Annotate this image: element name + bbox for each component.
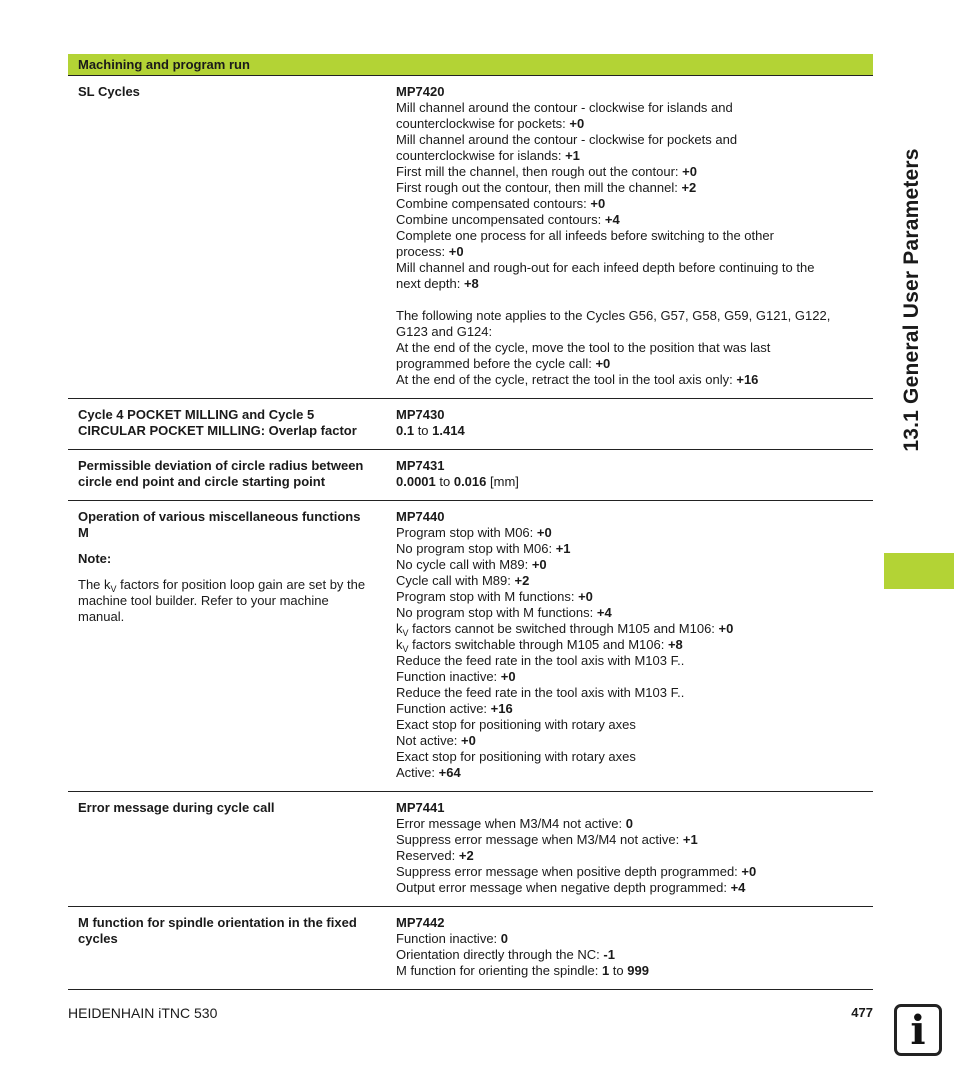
value: +2 bbox=[681, 180, 697, 195]
range-from: 0.0001 bbox=[396, 474, 436, 489]
range-from: 0.1 bbox=[396, 423, 415, 438]
range-to: 1.414 bbox=[432, 423, 465, 438]
parameter-name: Error message during cycle call bbox=[78, 800, 275, 815]
value-line: Function active: +16 bbox=[396, 701, 513, 716]
value: 0 bbox=[625, 816, 633, 831]
value: +8 bbox=[463, 276, 479, 291]
value-range: 0.1 to 1.414 bbox=[396, 423, 465, 438]
table-row bbox=[68, 76, 873, 399]
info-icon-glyph: i bbox=[910, 1007, 926, 1054]
value: +0 bbox=[595, 356, 611, 371]
subscript: V bbox=[110, 584, 117, 594]
value-line: G123 and G124: bbox=[396, 324, 493, 339]
value-line: Mill channel and rough-out for each infeed depth before continuing to the bbox=[396, 260, 815, 275]
value: +0 bbox=[682, 164, 697, 179]
table-row bbox=[68, 450, 873, 501]
machine-parameter-id: MP7431 bbox=[396, 458, 445, 473]
value: 999 bbox=[627, 963, 649, 978]
value: +0 bbox=[741, 864, 757, 879]
value-line: First mill the channel, then rough out the contour: +0 bbox=[396, 164, 697, 179]
chapter-side-title bbox=[884, 70, 940, 530]
value-line: Mill channel around the contour - clockwise for pockets and bbox=[396, 132, 738, 147]
table-body bbox=[68, 76, 873, 990]
chapter-tab-marker bbox=[884, 553, 954, 589]
parameter-description bbox=[68, 450, 377, 500]
value-line: Program stop with M functions: +0 bbox=[396, 589, 593, 604]
value-line: Exact stop for positioning with rotary axes bbox=[396, 717, 636, 732]
parameter-values bbox=[377, 399, 873, 449]
table-row bbox=[68, 399, 873, 450]
parameter-name: Cycle 4 POCKET MILLING and Cycle 5 CIRCULAR POCKET MILLING: Overlap factor bbox=[78, 407, 357, 438]
section-header: Machining and program run bbox=[68, 54, 873, 76]
machine-parameter-id: MP7420 bbox=[396, 84, 445, 99]
value-line: programmed before the cycle call: +0 bbox=[396, 356, 611, 371]
value-line: counterclockwise for pockets: +0 bbox=[396, 116, 585, 131]
value-line: Suppress error message when M3/M4 not active: +1 bbox=[396, 832, 698, 847]
value-line: The following note applies to the Cycles G56, G57, G58, G59, G121, G122, bbox=[396, 308, 831, 323]
subscript: V bbox=[402, 628, 409, 638]
value-line: Reduce the feed rate in the tool axis with M103 F.. bbox=[396, 653, 685, 668]
parameter-table bbox=[68, 54, 873, 990]
machine-parameter-id: MP7440 bbox=[396, 509, 445, 524]
chapter-title-text: 13.1 General User Parameters bbox=[900, 148, 923, 452]
value-line: Combine uncompensated contours: +4 bbox=[396, 212, 620, 227]
value-line: next depth: +8 bbox=[396, 276, 479, 291]
table-row bbox=[68, 907, 873, 990]
table-row bbox=[68, 792, 873, 907]
value: +0 bbox=[448, 244, 464, 259]
value: +0 bbox=[590, 196, 606, 211]
value-line: No program stop with M06: +1 bbox=[396, 541, 571, 556]
value: +0 bbox=[531, 557, 547, 572]
parameter-values bbox=[377, 76, 873, 398]
value: +4 bbox=[730, 880, 746, 895]
info-icon bbox=[894, 1004, 942, 1056]
value-line: No program stop with M functions: +4 bbox=[396, 605, 612, 620]
parameter-description bbox=[68, 399, 377, 449]
value-line: No cycle call with M89: +0 bbox=[396, 557, 547, 572]
value: 0 bbox=[500, 931, 509, 946]
value-line: Output error message when negative depth programmed: +4 bbox=[396, 880, 746, 895]
note-text: The $k_V$ factors for position loop gain are set by the machine tool builder. Refer to your machine manual. bbox=[78, 577, 366, 624]
value-line: $k_V$ factors switchable through M105 and M106: +8 bbox=[396, 637, 683, 654]
parameter-values bbox=[377, 501, 873, 791]
parameter-name: M function for spindle orientation in the fixed cycles bbox=[78, 915, 357, 946]
value: +0 bbox=[578, 589, 593, 604]
value-line: counterclockwise for islands: +1 bbox=[396, 148, 580, 163]
value: +16 bbox=[736, 372, 759, 387]
parameter-description bbox=[68, 501, 377, 791]
value: +4 bbox=[596, 605, 612, 620]
value-line: Exact stop for positioning with rotary axes bbox=[396, 749, 636, 764]
parameter-name: Permissible deviation of circle radius between circle end point and circle starting point bbox=[78, 458, 364, 489]
footer-page-number: 477 bbox=[851, 1005, 873, 1020]
value: +64 bbox=[438, 765, 461, 780]
parameter-values bbox=[377, 907, 873, 989]
machine-parameter-id: MP7441 bbox=[396, 800, 445, 815]
value: +4 bbox=[604, 212, 620, 227]
parameter-description bbox=[68, 76, 377, 398]
subscript: V bbox=[402, 644, 409, 654]
parameter-name: Operation of various miscellaneous functions M bbox=[78, 509, 361, 540]
value-line: Program stop with M06: +0 bbox=[396, 525, 552, 540]
value: +1 bbox=[682, 832, 698, 847]
value-line: Suppress error message when positive depth programmed: +0 bbox=[396, 864, 757, 879]
value-line: Complete one process for all infeeds before switching to the other bbox=[396, 228, 774, 243]
parameter-description bbox=[68, 792, 377, 906]
value: +0 bbox=[536, 525, 552, 540]
value-line: Active: +64 bbox=[396, 765, 461, 780]
value-line: Reserved: +2 bbox=[396, 848, 474, 863]
parameter-values bbox=[377, 450, 873, 500]
value-line: Reduce the feed rate in the tool axis with M103 F.. bbox=[396, 685, 685, 700]
note-label: Note: bbox=[78, 551, 112, 566]
value-line: M function for orienting the spindle: 1 to 999 bbox=[396, 963, 649, 978]
value: +0 bbox=[569, 116, 585, 131]
value-line: $k_V$ factors cannot be switched through M105 and M106: +0 bbox=[396, 621, 734, 638]
value-line: Cycle call with M89: +2 bbox=[396, 573, 530, 588]
value-line: At the end of the cycle, retract the tool in the tool axis only: +16 bbox=[396, 372, 759, 387]
machine-parameter-id: MP7430 bbox=[396, 407, 445, 422]
parameter-description bbox=[68, 907, 377, 989]
value-line: Mill channel around the contour - clockwise for islands and bbox=[396, 100, 733, 115]
parameter-name: SL Cycles bbox=[78, 84, 140, 99]
value: -1 bbox=[603, 947, 615, 962]
value: +0 bbox=[718, 621, 734, 636]
value-line: Combine compensated contours: +0 bbox=[396, 196, 606, 211]
value: +1 bbox=[555, 541, 571, 556]
value: +8 bbox=[667, 637, 683, 652]
value: +0 bbox=[461, 733, 476, 748]
value-line: Orientation directly through the NC: -1 bbox=[396, 947, 615, 962]
value: 1 bbox=[601, 963, 610, 978]
value-line: process: +0 bbox=[396, 244, 464, 259]
value: +2 bbox=[514, 573, 530, 588]
value-line: At the end of the cycle, move the tool to the position that was last bbox=[396, 340, 771, 355]
machine-parameter-id: MP7442 bbox=[396, 915, 445, 930]
value: +2 bbox=[458, 848, 474, 863]
range-to: 0.016 bbox=[453, 474, 487, 489]
value: +1 bbox=[565, 148, 580, 163]
value-line: First rough out the contour, then mill the channel: +2 bbox=[396, 180, 697, 195]
value-range: 0.0001 to 0.016 [mm] bbox=[396, 474, 519, 489]
value: +0 bbox=[500, 669, 516, 684]
value-line: Function inactive: +0 bbox=[396, 669, 516, 684]
value: +16 bbox=[490, 701, 513, 716]
value-line: Not active: +0 bbox=[396, 733, 476, 748]
footer-product: HEIDENHAIN iTNC 530 bbox=[68, 1005, 218, 1021]
parameter-values bbox=[377, 792, 873, 906]
table-row bbox=[68, 501, 873, 792]
value-line: Function inactive: 0 bbox=[396, 931, 509, 946]
value-line: Error message when M3/M4 not active: 0 bbox=[396, 816, 633, 831]
blank-line bbox=[396, 292, 863, 308]
